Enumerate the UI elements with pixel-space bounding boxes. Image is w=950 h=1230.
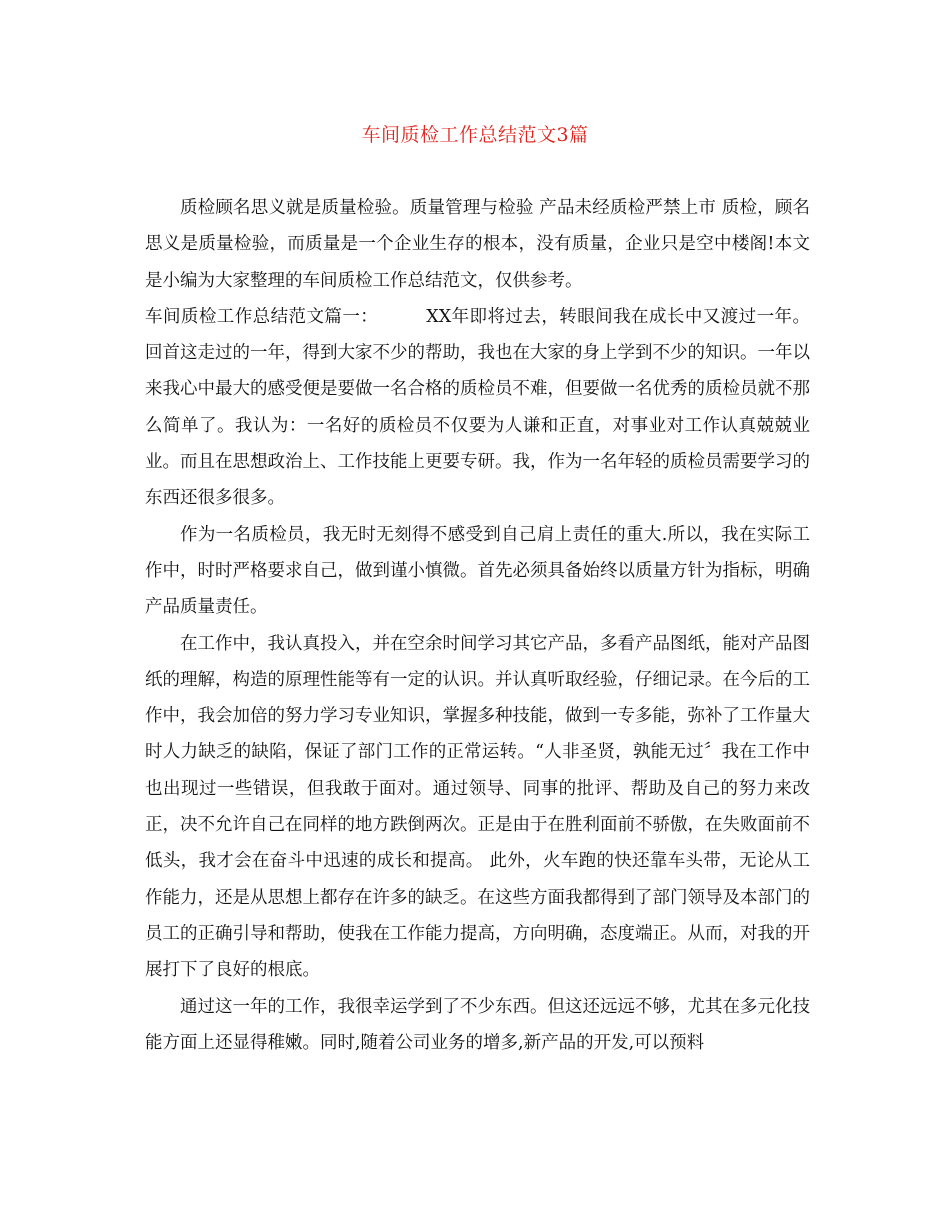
paragraph-4: 在工作中，我认真投入，并在空余时间学习其它产品，多看产品图纸，能对产品图纸的理解，构造的原理性能等有一定的认识。并认真听取经验，仔细记录。在今后的工作中，我会加倍的努力学习专业知识，掌握多种技能，做到一专多能，弥补了工作量大时人力缺乏的缺陷，保证了部门工作的正常运转。“人非圣贤，孰能无过〞我在工作中也出现过一些错误，但我敢于面对。通过领导、同事的批评、帮助及自己的努力来改正，决不允许自己在同样的地方跌倒两次。正是由于在胜利面前不骄傲，在失败面前不低头，我才会在奋斗中迅速的成长和提高。 此外，火车跑的快还靠车头带，无论从工作能力，还是从思想上都存在许多的缺乏。在这些方面我都得到了部门领导及本部门的员工的正确引导和帮助，使我在工作能力提高，方向明确，态度端正。从而，对我的开展打下了良好的根底。 <box>145 633 810 981</box>
paragraph-section-1 <box>145 299 810 517</box>
document-body <box>145 190 810 1061</box>
paragraph-intro: 质检顾名思义就是质量检验。质量管理与检验 产品未经质检严禁上市 质检，顾名思义是质量检验，而质量是一个企业生存的根本，没有质量，企业只是空中楼阁!本文是小编为大家整理的车间质检工作总结范文，仅供参考。 <box>145 198 810 291</box>
section-1-text: XX年即将过去，转眼间我在成长中又渡过一年。回首这走过的一年，得到大家不少的帮助，我也在大家的身上学到不少的知识。一年以来我心中最大的感受便是要做一名合格的质检员不难，但要做一名优秀的质检员就不那么简单了。我认为：一名好的质检员不仅要为人谦和正直，对事业对工作认真兢兢业业。而且在思想政治上、工作技能上更要专研。我，作为一名年轻的质检员需要学习的东西还很多很多。 <box>145 306 811 509</box>
paragraph-3: 作为一名质检员，我无时无刻得不感受到自己肩上责任的重大.所以，我在实际工作中，时时严格要求自己，做到谨小慎微。首先必须具备始终以质量方针为指标，明确产品质量责任。 <box>145 524 810 618</box>
section-heading: 车间质检工作总结范文篇一： <box>145 306 379 327</box>
document-title: 车间质检工作总结范文3篇 <box>361 124 589 146</box>
paragraph-5: 通过这一年的工作，我很幸运学到了不少东西。但这还远远不够，尤其在多元化技能方面上还显得稚嫩。同时,随着公司业务的增多,新产品的开发,可以预料 <box>145 996 810 1053</box>
